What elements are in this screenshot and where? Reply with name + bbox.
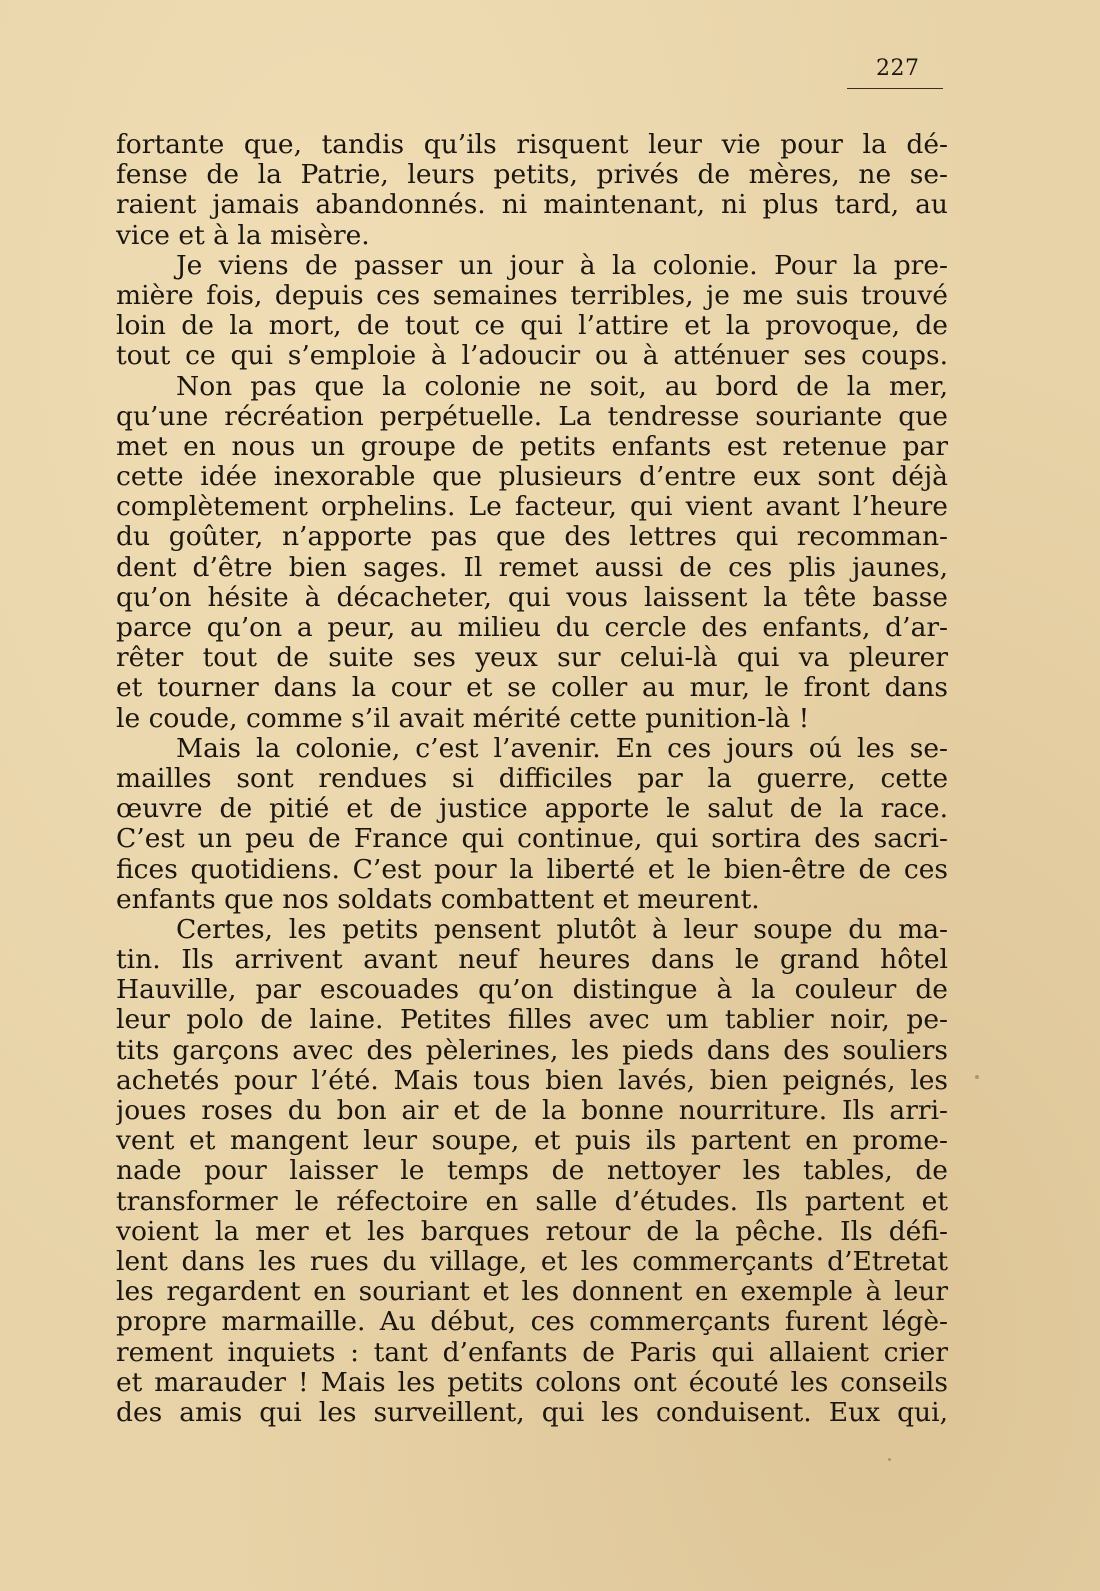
text-line: raient jamais abandonnés. ni maintenant, ni plus tard, au — [116, 190, 948, 221]
text-line: transformer le réfectoire en salle d’études. Ils partent et — [116, 1186, 948, 1217]
text-line: dent d’être bien sages. Il remet aussi de ces plis jaunes, — [116, 552, 948, 583]
text-line: vent et mangent leur soupe, et puis ils partent en prome- — [116, 1126, 948, 1157]
text-line: nade pour laisser le temps de nettoyer les tables, de — [116, 1156, 948, 1187]
text-line: du goûter, n’apporte pas que des lettres qui recomman- — [116, 522, 948, 553]
text-line: complètement orphelins. Le facteur, qui vient avant l’heure — [116, 492, 948, 523]
text-line: rêter tout de suite ses yeux sur celui-là qui va pleurer — [116, 643, 948, 674]
text-line: leur polo de laine. Petites filles avec um tablier noir, pe- — [116, 1005, 948, 1036]
page-number: 227 — [876, 56, 920, 81]
text-line: rement inquiets : tant d’enfants de Paris qui allaient crier — [116, 1337, 948, 1368]
text-line: et marauder ! Mais les petits colons ont écouté les conseils — [116, 1367, 948, 1398]
text-line: tits garçons avec des pèlerines, les pieds dans des souliers — [116, 1035, 948, 1066]
text-line: fortante que, tandis qu’ils risquent leur vie pour la dé- — [116, 130, 948, 160]
text-line: fices quotidiens. C’est pour la liberté et le bien-être de ces — [116, 854, 948, 885]
text-line: enfants que nos soldats combattent et meurent. — [116, 884, 760, 915]
text-line: propre marmaille. Au début, ces commerçants furent légè- — [116, 1307, 948, 1338]
text-line: voient la mer et les barques retour de la pêche. Ils défi- — [116, 1216, 948, 1247]
text-line: Hauville, par escouades qu’on distingue à la couleur de — [116, 975, 948, 1006]
text-line: parce qu’on a peur, au milieu du cercle des enfants, d’ar- — [116, 613, 948, 643]
text-line: mière fois, depuis ces semaines terribles, je me suis trouvé — [116, 280, 948, 311]
text-line: Mais la colonie, c’est l’avenir. En ces jours oú les se- — [176, 733, 948, 764]
text-line: tout ce qui s’emploie à l’adoucir ou à atténuer ses coups. — [116, 341, 948, 372]
header-rule — [847, 88, 943, 89]
text-line: lent dans les rues du village, et les commerçants d’Etretat — [116, 1246, 948, 1277]
text-line: fense de la Patrie, leurs petits, privés de mères, ne se- — [116, 160, 948, 191]
text-line: des amis qui les surveillent, qui les conduisent. Eux qui, — [116, 1397, 948, 1428]
text-line: vice et à la misère. — [116, 220, 370, 251]
text-line: qu’on hésite à décacheter, qui vous laissent la tête basse — [116, 582, 948, 613]
text-line: qu’une récréation perpétuelle. La tendresse souriante que — [116, 401, 948, 432]
text-line: Certes, les petits pensent plutôt à leur soupe du ma- — [176, 914, 948, 945]
text-line: les regardent en souriant et les donnent en exemple à leur — [116, 1277, 948, 1308]
text-line: Je viens de passer un jour à la colonie. Pour la pre- — [176, 250, 948, 281]
text-line: C’est un peu de France qui continue, qui sortira des sacri- — [116, 824, 948, 855]
text-line: tin. Ils arrivent avant neuf heures dans le grand hôtel — [116, 945, 948, 976]
text-line: et tourner dans la cour et se coller au mur, le front dans — [116, 673, 948, 704]
text-line: cette idée inexorable que plusieurs d’entre eux sont déjà — [116, 462, 948, 493]
text-line: le coude, comme s’il avait mérité cette punition-là ! — [116, 703, 810, 734]
text-line: œuvre de pitié et de justice apporte le salut de la race. — [116, 794, 948, 825]
text-line: mailles sont rendues si difficiles par la guerre, cette — [116, 763, 948, 794]
text-line: met en nous un groupe de petits enfants est retenue par — [116, 431, 948, 462]
text-line: achetés pour l’été. Mais tous bien lavés, bien peignés, les — [116, 1065, 948, 1096]
text-line: Non pas que la colonie ne soit, au bord de la mer, — [176, 371, 948, 402]
body-text — [116, 130, 948, 1428]
paper-speck — [888, 1458, 891, 1461]
text-line: loin de la mort, de tout ce qui l’attire et la provoque, de — [116, 311, 948, 342]
text-line: joues roses du bon air et de la bonne nourriture. Ils arri- — [116, 1096, 948, 1126]
paper-speck — [975, 1075, 979, 1079]
